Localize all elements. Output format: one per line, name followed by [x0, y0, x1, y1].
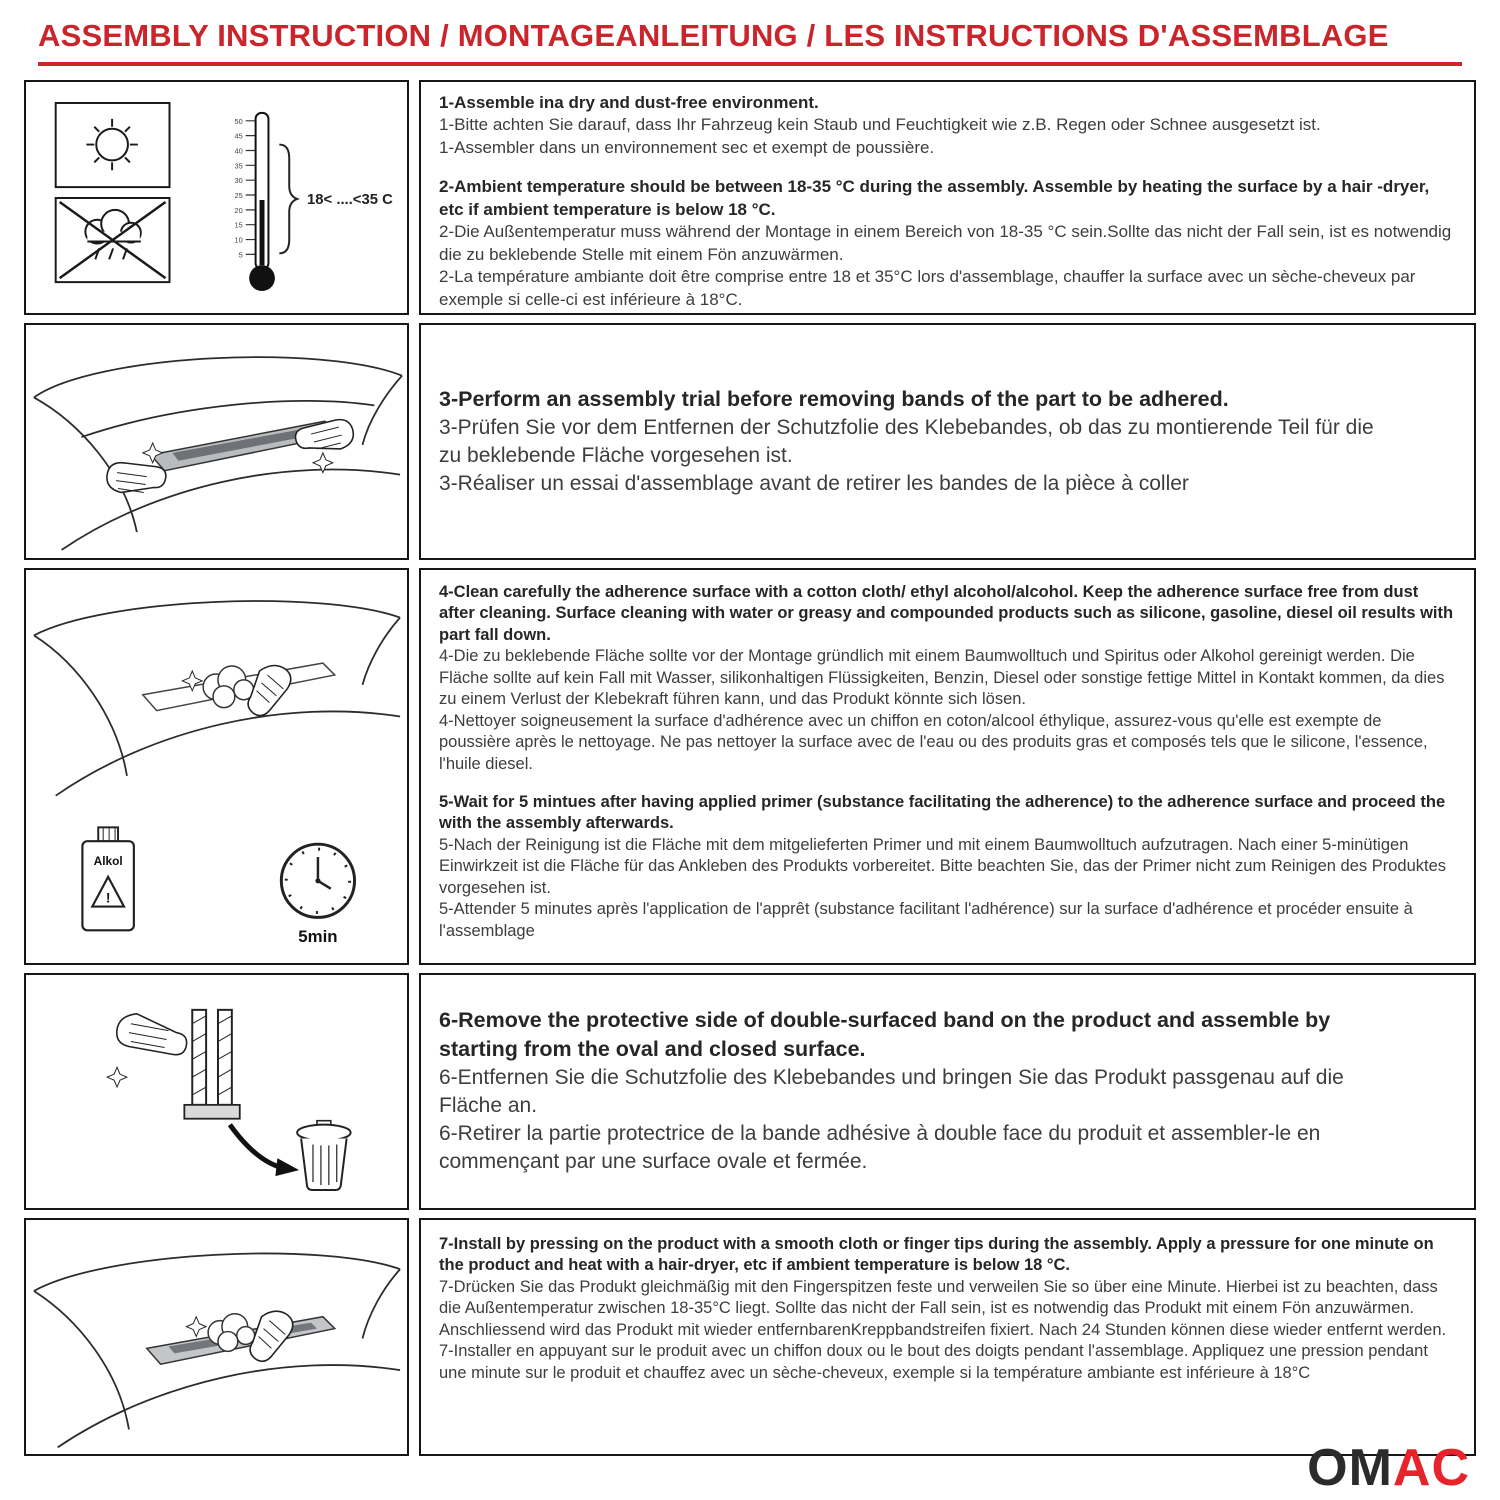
section-5-text — [419, 1218, 1476, 1456]
alcohol-label: Alkol — [93, 853, 123, 868]
step-5-fr: 5-Attender 5 minutes après l'application de l'apprêt (substance facilitant l'adhérence) sur la surface d'adhérence et procéder ensuite à l'assemblage — [439, 900, 1413, 940]
step-3-de: 3-Prüfen Sie vor dem Entfernen der Schutzfolie des Klebebandes, ob das zu montierende Teil für die zu beklebende Fläche vorgesehen ist. — [439, 415, 1374, 467]
step-5-en: 5-Wait for 5 mintues after having applied primer (substance facilitating the adherence) to the adherence surface and proceed the with the assembly afterwards. — [439, 792, 1446, 833]
cleaning-primer-svg — [26, 570, 407, 963]
press-product-illustration — [24, 1218, 409, 1456]
assembly-trial-illustration — [24, 323, 409, 560]
thermo-tick: 35 — [234, 161, 243, 171]
arrow-icon — [230, 1125, 299, 1176]
section-3-text — [419, 568, 1476, 965]
section-1-text — [419, 80, 1476, 315]
step-7-fr: 7-Installer en appuyant sur le produit avec un chiffon doux ou le bout des doigts pendant l'assemblage. Appliquez une pression pendant une minute sur le produit et chauffez avec un sèche-cheveux, exemple si la température ambiante est inférieure à 18°C — [439, 1342, 1428, 1382]
omac-logo-om: OM — [1307, 1439, 1393, 1497]
sun-icon — [86, 119, 137, 170]
environment-temperature-illustration — [24, 80, 409, 315]
step-4-en: 4-Clean carefully the adherence surface with a cotton cloth/ ethyl alcohol/alcohol. Keep the adherence surface free from dust after cleaning. Surface cleaning with water or greasy and compounded products such as silicone, gasoline, diesel oil results with part fall down. — [439, 583, 1454, 644]
assembly-trial-svg — [26, 325, 407, 558]
step-5-de: 5-Nach der Reinigung ist die Fläche mit dem mitgelieferten Primer und mit einem Baumwolltuch aufzutragen. Nach einer 5-minütigen Einwirkzeit ist die Fläche für das Ankleben des Produkts vorbereitet. Bitte beachten Sie, das der Primer nicht zum Reinigen des Produktes vorgesehen ist. — [439, 835, 1447, 897]
omac-logo-ac: AC — [1392, 1439, 1470, 1497]
step-1-en: 1-Assemble ina dry and dust-free environment. — [439, 93, 819, 112]
step-2-en: 2-Ambient temperature should be between 18-35 °C during the assembly. Assemble by heating the surface by a hair -dryer, etc if ambient temperature is below 18 °C. — [439, 177, 1430, 219]
no-rain-icon — [60, 202, 166, 278]
clock-icon — [281, 844, 354, 946]
thermo-tick: 45 — [234, 131, 243, 141]
section-3-row — [24, 568, 1476, 965]
alcohol-bottle-icon — [82, 827, 133, 930]
step-2-de: 2-Die Außentemperatur muss während der Montage in einem Bereich von 18-35 °C sein.Sollte das nicht der Fall sein, ist es notwendig die zu beklebende Stelle mit einem Fön anzuwärmen. — [439, 222, 1452, 264]
thermo-tick: 30 — [234, 176, 243, 186]
thermo-tick: 25 — [234, 190, 243, 200]
trash-can-icon — [297, 1121, 350, 1190]
section-4-text — [419, 973, 1476, 1210]
thermo-tick: 15 — [234, 220, 243, 230]
press-product-svg — [26, 1220, 407, 1454]
thermo-tick: 10 — [234, 235, 243, 245]
step-7-en: 7-Install by pressing on the product with a smooth cloth or finger tips during the assembly. Apply a pressure for one minute on the product and heat with a hair-dryer, etc if ambient temperature is below 18 °C. — [439, 1235, 1434, 1275]
step-2-fr: 2-La température ambiante doit être comprise entre 18 et 35°C lors d'assemblage, chauffer la surface avec un sèche-cheveux par exemple si celle-ci est inférieure à 18°C. — [439, 267, 1416, 309]
page-title: ASSEMBLY INSTRUCTION / MONTAGEANLEITUNG / LES INSTRUCTIONS D'ASSEMBLAGE — [38, 18, 1389, 53]
section-1-row — [24, 80, 1476, 315]
remove-band-illustration — [24, 973, 409, 1210]
left-hand-icon — [107, 463, 166, 493]
warning-mark: ! — [105, 889, 111, 906]
holding-hand-icon — [117, 1014, 187, 1055]
step-6-en: 6-Remove the protective side of double-surfaced band on the product and assemble by starting from the oval and closed surface. — [439, 1008, 1331, 1062]
remove-band-svg — [26, 975, 407, 1208]
thermo-tick: 40 — [234, 146, 243, 156]
thermo-tick: 5 — [238, 250, 243, 260]
sparkle-icon — [186, 1317, 206, 1337]
step-4-fr: 4-Nettoyer soigneusement la surface d'adhérence avec un chiffon en coton/alcool éthylique, assurez-vous qu'elle est exempte de poussière après le nettoyage. Ne pas nettoyer la surface avec de l'eau ou des produits gras et composés tels que le silicone, l'essence, l'huile diesel. — [439, 711, 1428, 773]
step-6-fr: 6-Retirer la partie protectrice de la bande adhésive à double face du produit et assembler-le en commençant par une surface ovale et fermée. — [439, 1122, 1321, 1174]
step-7-de: 7-Drücken Sie das Produkt gleichmäßig mit den Fingerspitzen feste und verweilen Sie so über eine Minute. Hierbei ist zu beachten, dass die Außentemperatur zwischen 18-35°C liegt. Sollte das nicht der Fall sein, ist es notwendig das Produkt mit einem Fön anzuwärmen. Anschliessend wird das Produkt mit wieder entfernbarenKreppbandstreifen fixiert. Nach 24 Stunden können diese wieder entfernt werden. — [439, 1277, 1447, 1339]
step-1-fr: 1-Assembler dans un environnement sec et exempt de poussière. — [439, 137, 935, 157]
thermometer-icon — [234, 113, 274, 291]
thermo-tick: 50 — [234, 116, 243, 126]
step-1-de: 1-Bitte achten Sie darauf, dass Ihr Fahrzeug kein Staub und Feuchtigkeit wie z.B. Regen oder Schnee ausgesetzt ist. — [439, 115, 1321, 135]
omac-logo — [1307, 1439, 1470, 1497]
wiping-hand-icon — [248, 666, 291, 716]
right-hand-icon — [295, 420, 353, 449]
section-2-text — [419, 323, 1476, 560]
sun-frame — [56, 103, 170, 187]
section-4-row — [24, 973, 1476, 1210]
temperature-range-label: 18< ....<35 C — [307, 191, 393, 208]
range-brace — [279, 145, 297, 254]
thermo-tick: 20 — [234, 205, 243, 215]
step-4-de: 4-Die zu beklebende Fläche sollte vor der Montage gründlich mit einem Baumwolltuch und Spiritus oder Alkohol gereinigt werden. Die Fläche sollte auf kein Fall mit Wasser, silikonhaltigen Flüssigkeiten, Benzin, Diesel oder sonstige fettige Mittel in Kontakt kommen, da dies zu einem Verlust der Klebekraft führen kann, und das Produkt könnte sich lösen. — [439, 647, 1445, 709]
environment-temperature-svg — [26, 82, 407, 313]
title-underline — [38, 62, 1462, 66]
clock-label: 5min — [298, 927, 338, 947]
section-2-row — [24, 323, 1476, 560]
step-3-en: 3-Perform an assembly trial before removing bands of the part to be adhered. — [439, 386, 1229, 411]
cleaning-cloth-icon — [203, 666, 253, 708]
sparkle-icon — [107, 1067, 127, 1087]
pressing-hand-icon — [250, 1311, 293, 1361]
step-3-fr: 3-Réaliser un essai d'assemblage avant de retirer les bandes de la pièce à coller — [439, 471, 1189, 495]
cleaning-primer-illustration — [24, 568, 409, 965]
adhesive-bands-icon — [184, 1010, 239, 1119]
step-6-de: 6-Entfernen Sie die Schutzfolie des Klebebandes und bringen Sie das Produkt passgenau auf die Fläche an. — [439, 1066, 1344, 1118]
section-5-row — [24, 1218, 1476, 1456]
